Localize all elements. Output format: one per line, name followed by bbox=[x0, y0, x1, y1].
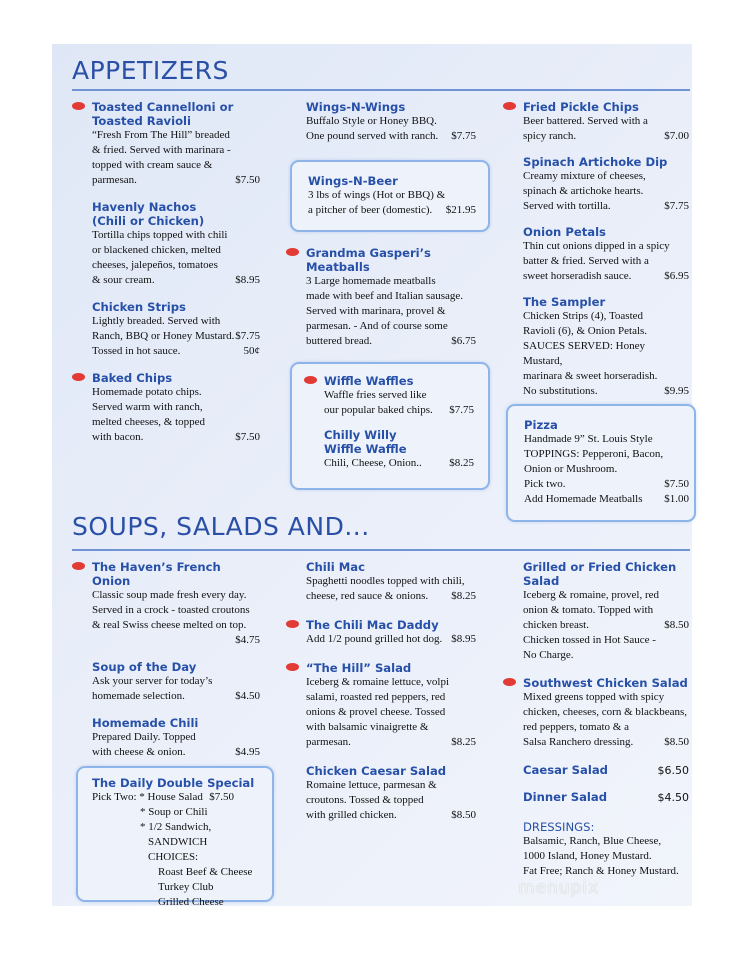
soups-column-3 bbox=[523, 560, 689, 817]
item-description: Ask your server for today’s homemade selection. $4.50 bbox=[92, 675, 260, 702]
item-price: $4.50 bbox=[657, 791, 689, 804]
bullet-dot-icon bbox=[72, 373, 85, 381]
item-name: Homemade Chili bbox=[92, 716, 199, 730]
item-price: $8.50 bbox=[664, 619, 689, 631]
menu-item bbox=[523, 295, 689, 399]
bullet-dot-icon bbox=[304, 376, 317, 384]
item-description: Add 1/2 pound grilled hot dog. $8.95 bbox=[306, 633, 476, 645]
menu-item bbox=[92, 660, 260, 704]
item-name: Chicken Strips bbox=[92, 300, 186, 314]
item-name: Fried Pickle Chips bbox=[523, 100, 639, 114]
item-name: Spinach Artichoke Dip bbox=[523, 155, 668, 169]
menu-item bbox=[306, 560, 476, 604]
item-price: $8.25 bbox=[451, 590, 476, 602]
item-price: $6.50 bbox=[657, 764, 689, 777]
item-price: $7.50 bbox=[209, 791, 234, 803]
meatballs-column bbox=[306, 246, 476, 349]
menu-item bbox=[92, 371, 260, 445]
item-name: Wings-N-Beer bbox=[308, 174, 398, 188]
menu-item bbox=[523, 676, 689, 750]
menu-item bbox=[92, 300, 260, 359]
bullet-dot-icon bbox=[72, 102, 85, 110]
item-description: Beer battered. Served with a spicy ranch. $7.00 bbox=[523, 115, 689, 142]
item-price: $4.95 bbox=[235, 746, 260, 758]
item-description: Handmade 9” St. Louis Style TOPPINGS: Pepperoni, Bacon, Onion or Mushroom. Pick two. $7.50 Add Homemade Meatballs $1.00 bbox=[524, 433, 689, 505]
item-name: Soup of the Day bbox=[92, 660, 197, 674]
item-price: $4.75 bbox=[235, 634, 260, 646]
soups-column-1 bbox=[92, 560, 260, 772]
item-description: Iceberg & romaine, provel, red onion & tomato. Topped with chicken breast. $8.50 Chicken tossed in Hot Sauce - No Charge. bbox=[523, 589, 689, 661]
item-price: $8.50 bbox=[664, 736, 689, 748]
menu-item bbox=[523, 155, 689, 214]
dressing-line: 1000 Island, Honey Mustard. bbox=[523, 850, 652, 862]
pizza-box bbox=[506, 404, 696, 522]
item-name: Chicken Caesar Salad bbox=[306, 764, 447, 778]
item-description: Mixed greens topped with spicy chicken, cheeses, corn & blackbeans, red peppers, tomato & a Salsa Ranchero dressing. $8.50 bbox=[523, 691, 689, 748]
bullet-dot-icon bbox=[286, 248, 299, 256]
dressings-block bbox=[523, 820, 689, 879]
menu-item bbox=[92, 100, 260, 188]
item-price: $7.75 bbox=[235, 330, 260, 342]
item-price: $8.25 bbox=[449, 457, 474, 469]
item-price: $7.50 bbox=[235, 174, 260, 186]
item-name: Grilled or Fried Chicken Salad bbox=[523, 560, 677, 588]
item-description: 3 lbs of wings (Hot or BBQ) & a pitcher of beer (domestic). $21.95 bbox=[308, 189, 476, 216]
menu-item bbox=[324, 428, 474, 471]
item-description: Waffle fries served like our popular baked chips. $7.75 bbox=[324, 389, 474, 416]
item-price: $1.00 bbox=[664, 493, 689, 505]
item-description: Romaine lettuce, parmesan & croutons. Tossed & topped with grilled chicken. $8.50 bbox=[306, 779, 476, 821]
item-price: $7.75 bbox=[451, 130, 476, 142]
daily-double-box bbox=[76, 766, 274, 908]
item-name: Wings-N-Wings bbox=[306, 100, 406, 114]
wiffle-waffles-box bbox=[290, 362, 490, 490]
item-price: $7.50 bbox=[235, 431, 260, 443]
item-name: The Haven’s French Onion bbox=[92, 560, 221, 588]
appetizers-heading: APPETIZERS bbox=[72, 56, 229, 85]
menu-item bbox=[523, 100, 689, 144]
menu-page bbox=[52, 44, 692, 906]
appetizers-divider bbox=[72, 89, 690, 91]
menu-item bbox=[523, 790, 689, 804]
bullet-dot-icon bbox=[503, 102, 516, 110]
dressing-line: Balsamic, Ranch, Blue Cheese, bbox=[523, 835, 662, 847]
menu-item bbox=[306, 764, 476, 823]
item-price: $8.25 bbox=[451, 736, 476, 748]
bullet-dot-icon bbox=[286, 663, 299, 671]
menu-item bbox=[306, 246, 476, 349]
item-price: $7.75 bbox=[449, 404, 474, 416]
menu-item bbox=[92, 716, 260, 760]
item-price: $7.00 bbox=[664, 130, 689, 142]
appetizers-column-2 bbox=[306, 100, 476, 144]
item-name: Chili Mac bbox=[306, 560, 365, 574]
item-price: $8.50 bbox=[451, 809, 476, 821]
menu-item bbox=[92, 200, 260, 288]
item-description: Buffalo Style or Honey BBQ. One pound served with ranch. $7.75 bbox=[306, 115, 476, 142]
item-name: “The Hill” Salad bbox=[306, 661, 412, 675]
dressing-line: Fat Free; Ranch & Honey Mustard. bbox=[523, 865, 679, 877]
item-price: $9.95 bbox=[664, 385, 689, 397]
item-price: $8.95 bbox=[235, 274, 260, 286]
item-description: “Fresh From The Hill” breaded & fried. Served with marinara - topped with cream sauce & parmesan. $7.50 bbox=[92, 129, 260, 186]
item-name: Chilly Willy Wiffle Waffle bbox=[324, 428, 407, 456]
item-description: Pick Two: * House Salad $7.50 * Soup or Chili * 1/2 Sandwich, SANDWICH CHOICES: Roast Beef & Cheese Turkey Club Grilled Cheese bbox=[92, 791, 253, 908]
wings-n-beer-box bbox=[290, 160, 490, 232]
item-description: Iceberg & romaine lettuce, volpi salami, roasted red peppers, red onions & provel cheese. Tossed with balsamic vinaigrette & parmesan. $8.25 bbox=[306, 676, 476, 748]
menu-item bbox=[523, 225, 689, 284]
soups-column-2 bbox=[306, 560, 476, 837]
item-price: $6.75 bbox=[451, 335, 476, 347]
item-name: The Daily Double Special bbox=[92, 776, 255, 790]
menu-item bbox=[308, 174, 476, 218]
item-description: Prepared Daily. Topped with cheese & onion. $4.95 bbox=[92, 731, 260, 758]
item-description: Creamy mixture of cheeses, spinach & artichoke hearts. Served with tortilla. $7.75 bbox=[523, 170, 689, 212]
item-price: $6.95 bbox=[664, 270, 689, 282]
item-name: Grandma Gasperi’s Meatballs bbox=[306, 246, 431, 274]
soups-divider bbox=[72, 549, 690, 551]
item-name: Baked Chips bbox=[92, 371, 173, 385]
item-description: Tortilla chips topped with chili or blackened chicken, melted cheeses, jalepeños, tomatoes & sour cream. $8.95 bbox=[92, 229, 260, 286]
item-name: Dinner Salad $4.50 bbox=[523, 790, 689, 804]
item-price: $7.75 bbox=[664, 200, 689, 212]
soups-salads-heading: SOUPS, SALADS AND... bbox=[72, 512, 370, 541]
item-name: The Sampler bbox=[523, 295, 606, 309]
menu-item bbox=[523, 763, 689, 777]
menu-item bbox=[306, 618, 476, 647]
item-description: Chicken Strips (4), Toasted Ravioli (6), & Onion Petals. SAUCES SERVED: Honey Mustard, marinara & sweet horseradish. No substitutions. $9.95 bbox=[523, 310, 689, 397]
dressings-heading: DRESSINGS: bbox=[523, 820, 595, 834]
item-description: Homemade potato chips. Served warm with ranch, melted cheeses, & topped with bacon. $7.50 bbox=[92, 386, 260, 443]
menu-item bbox=[524, 418, 689, 507]
item-price: $21.95 bbox=[445, 204, 476, 216]
bullet-dot-icon bbox=[72, 562, 85, 570]
item-name: Toasted Cannelloni or Toasted Ravioli bbox=[92, 100, 234, 128]
watermark: menupix bbox=[518, 878, 600, 898]
item-price: $4.50 bbox=[235, 690, 260, 702]
item-price: $8.95 bbox=[451, 633, 476, 645]
item-description: Spaghetti noodles topped with chili, cheese, red sauce & onions. $8.25 bbox=[306, 575, 476, 602]
item-price: $7.50 bbox=[664, 478, 689, 490]
appetizers-column-1 bbox=[92, 100, 260, 457]
menu-item bbox=[92, 560, 260, 648]
item-name: Southwest Chicken Salad bbox=[523, 676, 688, 690]
item-name: Onion Petals bbox=[523, 225, 606, 239]
item-name: Havenly Nachos (Chili or Chicken) bbox=[92, 200, 205, 228]
item-price: 50¢ bbox=[243, 345, 260, 357]
item-description: Thin cut onions dipped in a spicy batter & fried. Served with a sweet horseradish sauce. $6.95 bbox=[523, 240, 689, 282]
menu-item bbox=[306, 661, 476, 750]
item-description: Chili, Cheese, Onion.. $8.25 bbox=[324, 457, 474, 469]
bullet-dot-icon bbox=[286, 620, 299, 628]
item-name: Pizza bbox=[524, 418, 558, 432]
menu-item bbox=[523, 560, 689, 663]
menu-item bbox=[306, 100, 476, 144]
item-description: Classic soup made fresh every day. Served in a crock - toasted croutons & real Swiss cheese melted on top. $4.75 bbox=[92, 589, 260, 646]
item-description: 3 Large homemade meatballs made with beef and Italian sausage. Served with marinara, provel & parmesan. - And of course some buttered bread. $6.75 bbox=[306, 275, 476, 347]
appetizers-column-3 bbox=[523, 100, 689, 410]
menu-item bbox=[324, 374, 474, 418]
item-name: Wiffle Waffles bbox=[324, 374, 414, 388]
item-name: The Chili Mac Daddy bbox=[306, 618, 439, 632]
bullet-dot-icon bbox=[503, 678, 516, 686]
item-description: Lightly breaded. Served with Ranch, BBQ or Honey Mustard. $7.75 Tossed in hot sauce. 50¢ bbox=[92, 315, 260, 357]
item-name: Caesar Salad $6.50 bbox=[523, 763, 689, 777]
